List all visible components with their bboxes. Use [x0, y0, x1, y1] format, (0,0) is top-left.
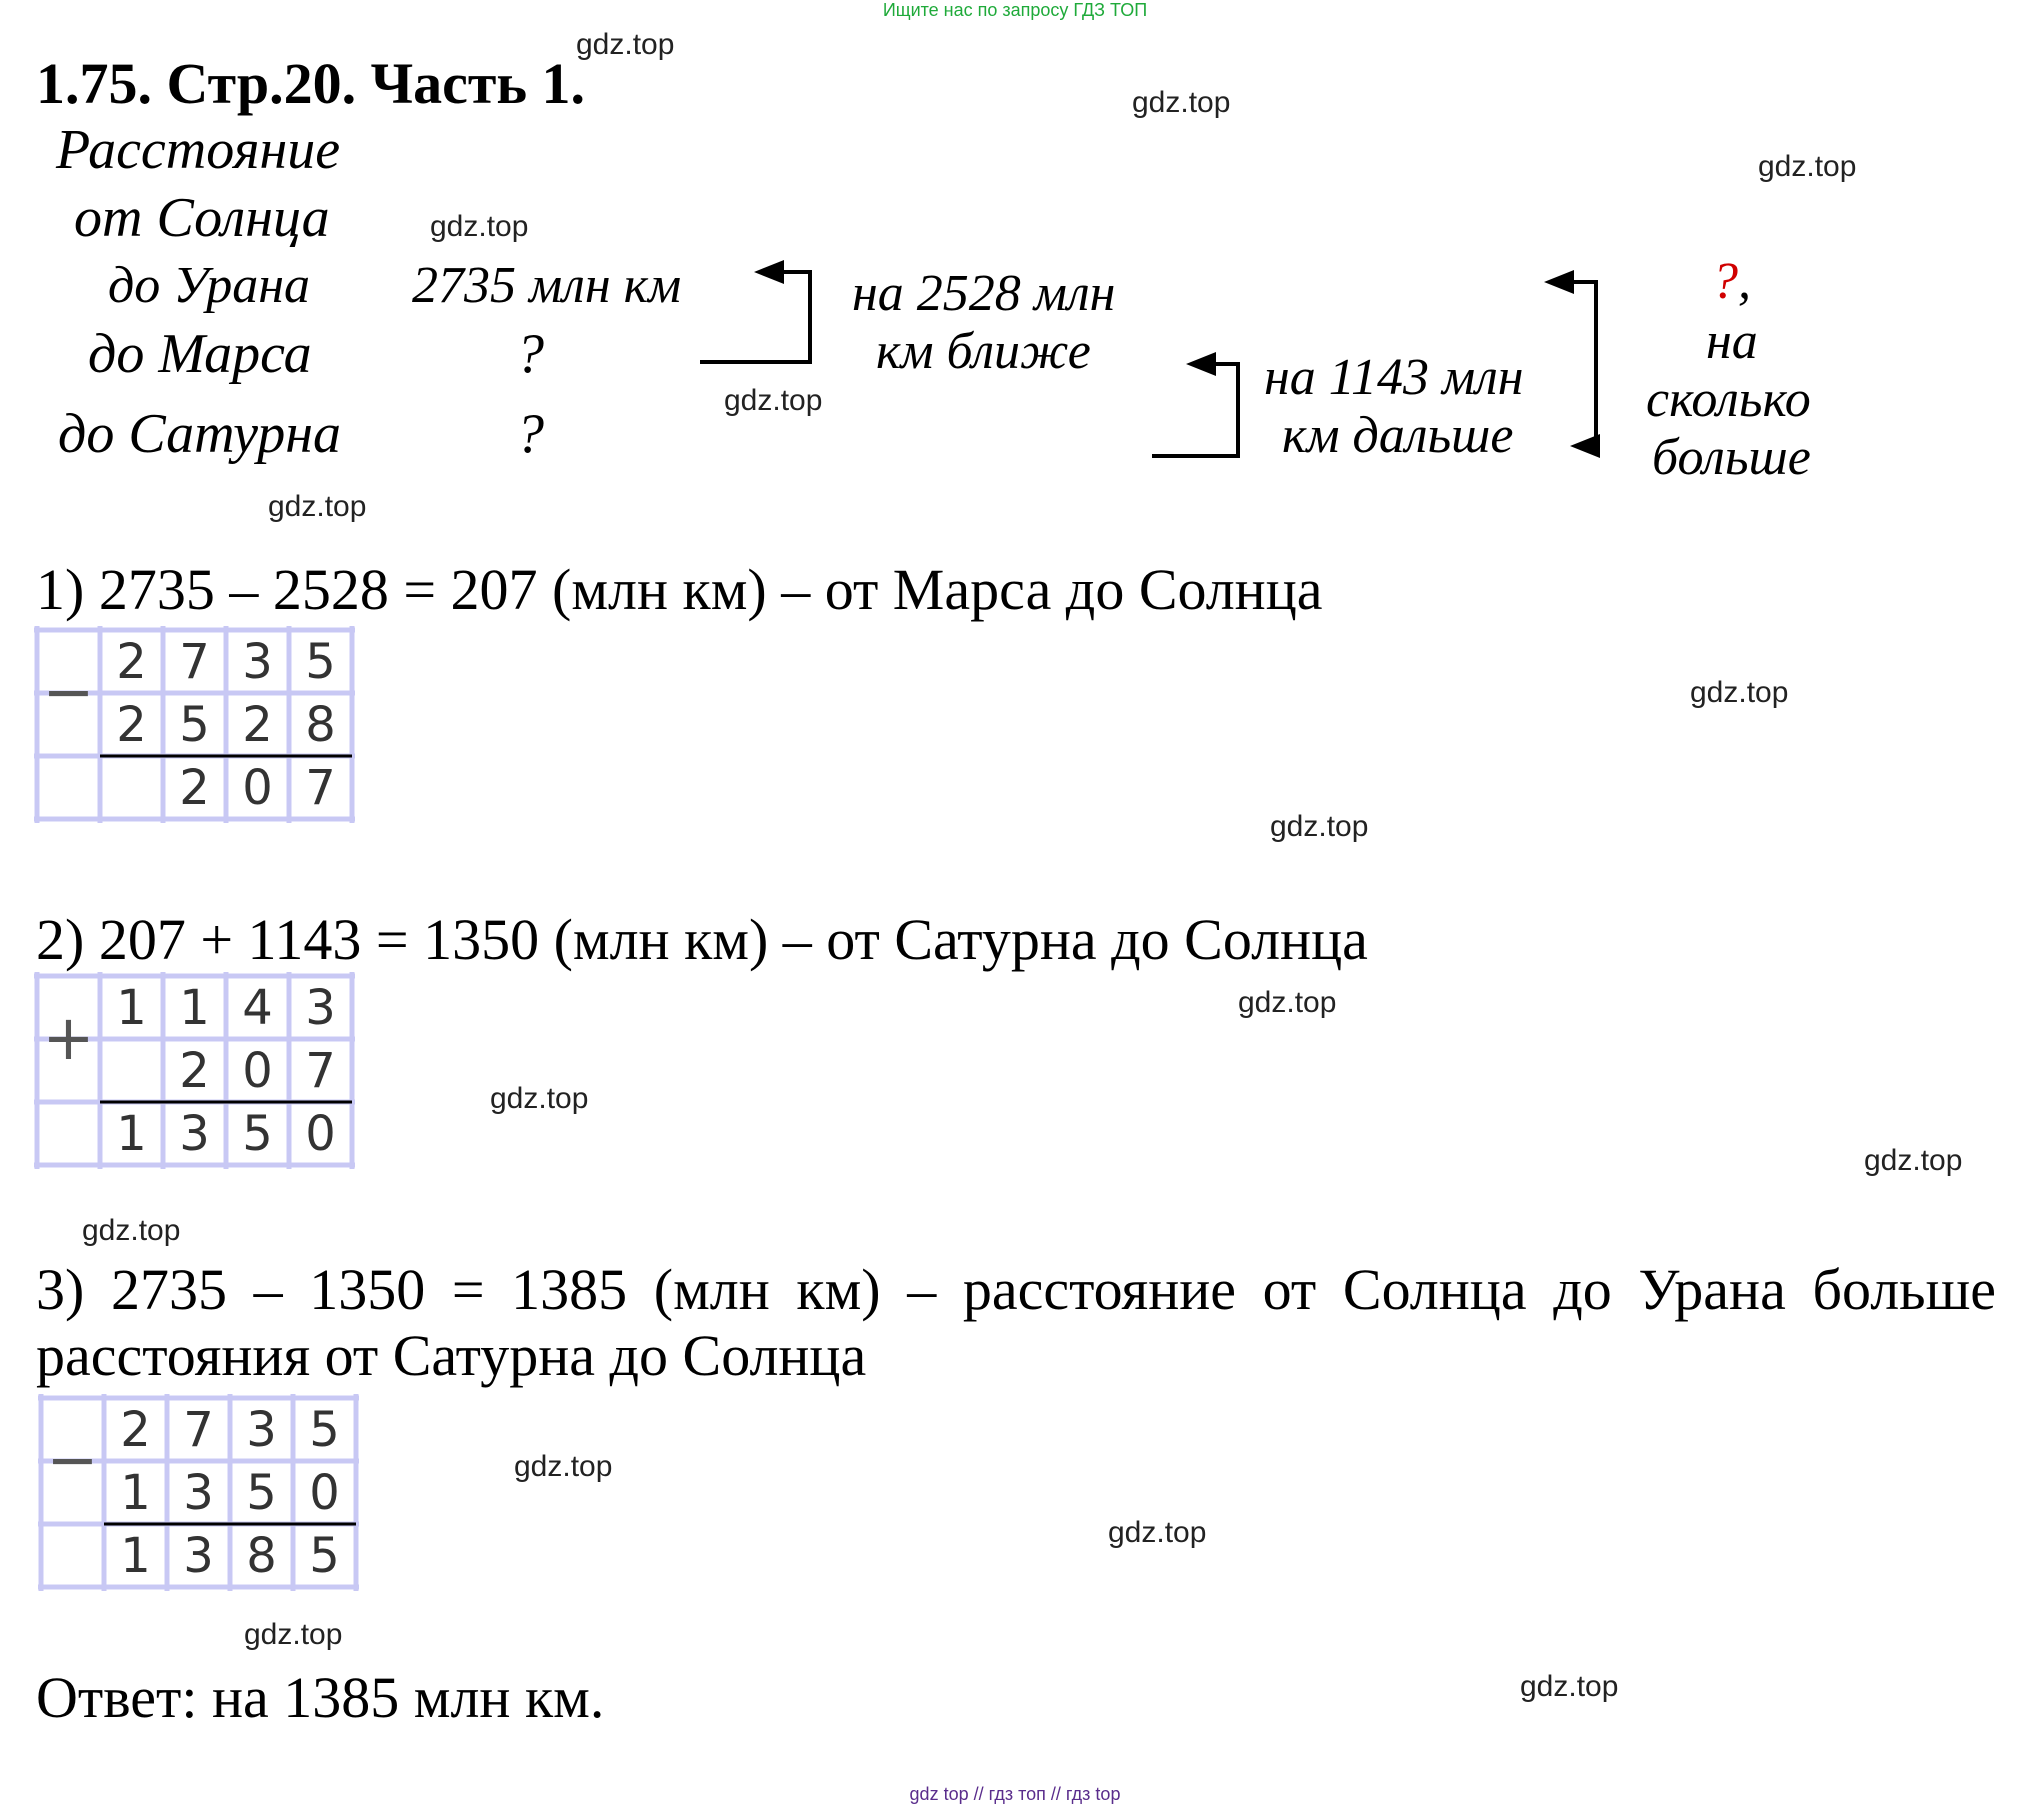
- calc-digit: 7: [179, 633, 210, 690]
- row-value-uranus: 2735 млн км: [412, 257, 682, 314]
- column-calc-1: [34, 626, 355, 828]
- step-3-text-line1: 3) 2735 – 1350 = 1385 (млн км) – расстояние от Солнца до Урана больше: [36, 1257, 1996, 1322]
- question-mark-symbol: ?: [1712, 253, 1738, 310]
- question-line3: сколько: [1646, 371, 1811, 428]
- calc-digit: 1: [179, 979, 210, 1036]
- calc-digit: 4: [242, 979, 273, 1036]
- calc-digit: 0: [309, 1464, 340, 1521]
- question-bracket-arrow: [1574, 282, 1598, 446]
- watermark: gdz.top: [1108, 1516, 1207, 1549]
- question-line2: на: [1706, 313, 1758, 370]
- calc-digit: 5: [246, 1464, 277, 1521]
- column-calc-2: [34, 972, 355, 1174]
- calc-digit: 8: [246, 1527, 277, 1584]
- calc-grid: [38, 1394, 359, 1591]
- question-arrow-head-up: [1544, 270, 1574, 294]
- calc-digit: 7: [183, 1401, 214, 1458]
- closer-label-line1: на 2528 млн: [852, 265, 1116, 322]
- calc-digit: 1: [120, 1464, 151, 1521]
- step-1-text: 1) 2735 – 2528 = 207 (млн км) – от Марса до Солнца: [36, 557, 1323, 622]
- page-title: 1.75. Стр.20. Часть 1.: [36, 51, 586, 116]
- calc-grid: [34, 626, 355, 823]
- calc-digit: 7: [305, 759, 336, 816]
- closer-label-line2: км ближе: [876, 323, 1091, 380]
- closer-bracket-arrow: [700, 272, 810, 362]
- calc-digit: 5: [179, 696, 210, 753]
- calc-digit: 1: [120, 1527, 151, 1584]
- calc-digit: 2: [179, 759, 210, 816]
- step-2-text: 2) 207 + 1143 = 1350 (млн км) – от Сатурна до Солнца: [36, 907, 1368, 972]
- row-value-mars: ?: [516, 323, 544, 385]
- top-search-note: Ищите нас по запросу ГДЗ ТОП: [882, 0, 1148, 20]
- calc-digit: 3: [246, 1401, 277, 1458]
- calc-digit: 3: [183, 1527, 214, 1584]
- watermark: gdz.top: [1270, 810, 1369, 843]
- calc-digit: 3: [305, 979, 336, 1036]
- calc-digit: 2: [242, 696, 273, 753]
- watermark: gdz.top: [576, 28, 675, 61]
- calc-digit: 5: [309, 1401, 340, 1458]
- question-line4: больше: [1652, 429, 1811, 486]
- watermark: gdz.top: [1690, 676, 1789, 709]
- watermark: gdz.top: [430, 210, 529, 243]
- calc-digit: 2: [179, 1042, 210, 1099]
- calc-digit: 7: [305, 1042, 336, 1099]
- row-label-saturn: до Сатурна: [58, 403, 342, 465]
- calc-digit: 2: [116, 696, 147, 753]
- calc-digit: 3: [183, 1464, 214, 1521]
- calc-digit: 1: [116, 1105, 147, 1162]
- table-header-line2: от Солнца: [74, 187, 330, 249]
- row-label-uranus: до Урана: [108, 257, 311, 314]
- farther-arrow-head: [1186, 352, 1216, 376]
- column-calc-3: [38, 1394, 359, 1596]
- row-value-saturn: ?: [516, 403, 544, 465]
- calc-digit: 5: [309, 1527, 340, 1584]
- calc-grid: [34, 972, 355, 1169]
- question-comma: ,: [1738, 253, 1751, 310]
- calc-digit: 2: [120, 1401, 151, 1458]
- watermark: gdz.top: [490, 1082, 589, 1115]
- farther-label-line1: на 1143 млн: [1264, 349, 1524, 406]
- question-arrow-head-down: [1570, 434, 1600, 458]
- watermark: gdz.top: [244, 1618, 343, 1651]
- calc-digit: 3: [179, 1105, 210, 1162]
- calc-digit: 0: [305, 1105, 336, 1162]
- row-label-mars: до Марса: [88, 323, 312, 385]
- watermark: gdz.top: [1758, 150, 1857, 183]
- table-header-line1: Расстояние: [56, 119, 341, 181]
- calc-digit: 5: [242, 1105, 273, 1162]
- answer-text: Ответ: на 1385 млн км.: [36, 1665, 605, 1730]
- operator-sign: −: [46, 1423, 99, 1496]
- operator-sign: −: [42, 655, 95, 728]
- operator-sign: +: [42, 1001, 95, 1074]
- farther-label-line2: км дальше: [1282, 407, 1514, 464]
- watermark: gdz.top: [1132, 86, 1231, 119]
- calc-digit: 3: [242, 633, 273, 690]
- calc-digit: 5: [305, 633, 336, 690]
- footer-links: gdz top // гдз топ // гдз top: [909, 1784, 1121, 1804]
- step-3-text-line2: расстояния от Сатурна до Солнца: [36, 1323, 867, 1388]
- watermark: gdz.top: [268, 490, 367, 523]
- watermark: gdz.top: [724, 384, 823, 417]
- calc-digit: 1: [116, 979, 147, 1036]
- closer-arrow-head: [754, 260, 784, 284]
- calc-digit: 2: [116, 633, 147, 690]
- farther-bracket-arrow: [1152, 364, 1238, 456]
- watermark: gdz.top: [1520, 1670, 1619, 1703]
- calc-digit: 8: [305, 696, 336, 753]
- calc-digit: 0: [242, 1042, 273, 1099]
- watermark: gdz.top: [1864, 1144, 1963, 1177]
- watermark: gdz.top: [514, 1450, 613, 1483]
- watermark: gdz.top: [1238, 986, 1337, 1019]
- calc-digit: 0: [242, 759, 273, 816]
- watermark: gdz.top: [82, 1214, 181, 1247]
